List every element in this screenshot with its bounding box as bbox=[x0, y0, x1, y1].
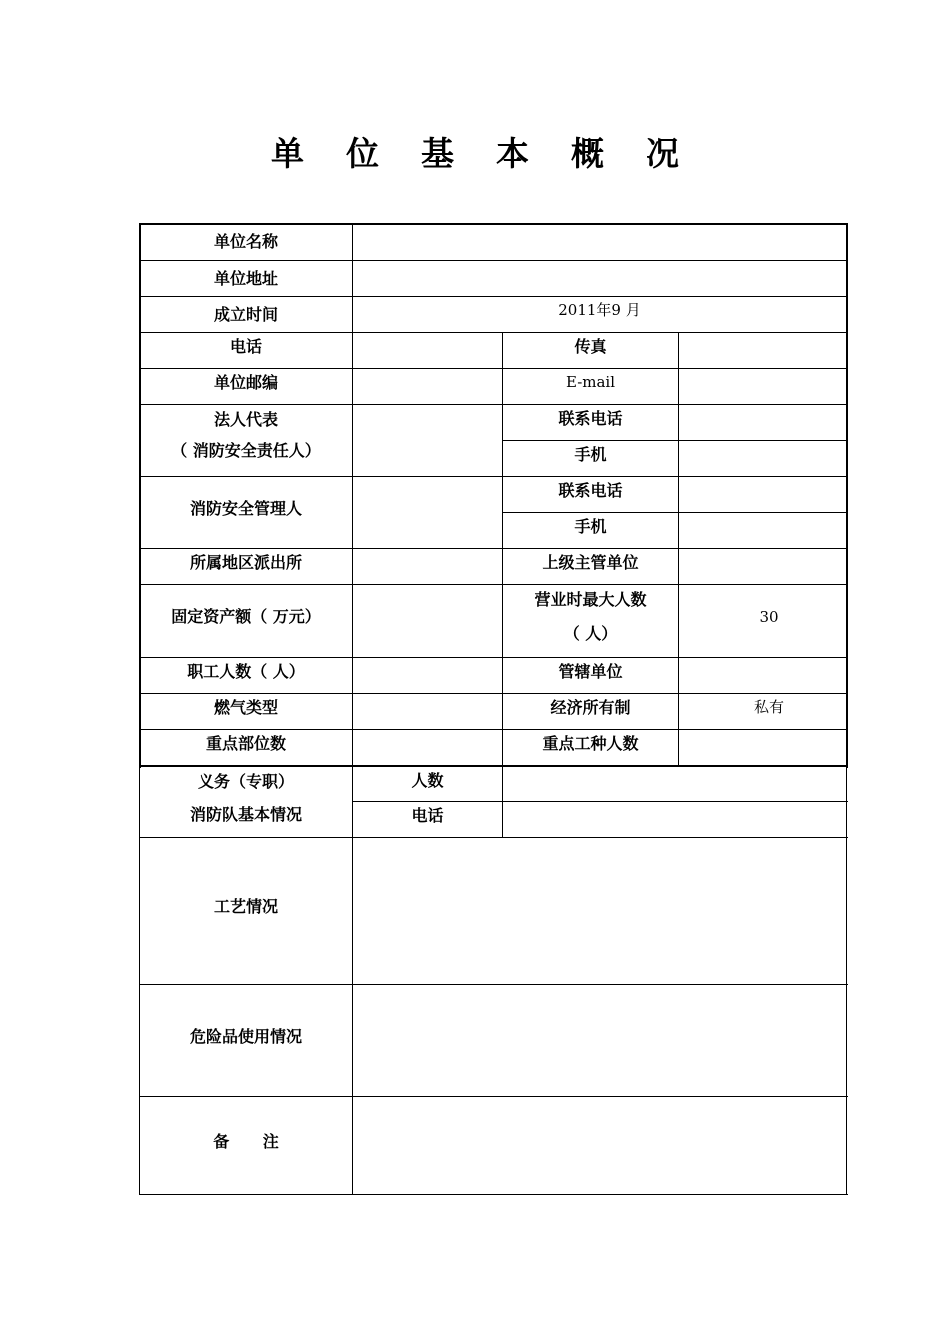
max-people-value[interactable]: 30 bbox=[759, 607, 779, 626]
superior-unit-field[interactable] bbox=[679, 549, 846, 584]
email-field[interactable] bbox=[679, 369, 846, 404]
key-parts-label: 重点部位数 bbox=[205, 733, 286, 753]
staff-count-label: 职工人数（ 人） bbox=[187, 661, 305, 681]
postcode-field[interactable] bbox=[353, 369, 502, 404]
established-value[interactable]: 2011年9 月 bbox=[558, 300, 641, 319]
jurisdiction-label: 管辖单位 bbox=[558, 661, 623, 681]
team-phone-label: 电话 bbox=[411, 806, 444, 825]
max-people-label bbox=[503, 585, 678, 648]
superior-unit-label: 上级主管单位 bbox=[542, 552, 639, 572]
fixed-assets-field[interactable] bbox=[353, 585, 502, 657]
fire-team-label-line1: 义务（专职） bbox=[197, 771, 294, 791]
team-count-field[interactable] bbox=[503, 767, 846, 801]
table-border-bottom bbox=[139, 1194, 848, 1195]
title-char: 本 bbox=[496, 134, 529, 173]
fax-label: 传真 bbox=[574, 336, 607, 356]
contact-phone-label: 联系电话 bbox=[558, 408, 623, 428]
fixed-assets-label: 固定资产额（ 万元） bbox=[171, 607, 321, 626]
process-label: 工艺情况 bbox=[213, 897, 278, 916]
fax-field[interactable] bbox=[679, 333, 846, 368]
ownership-label: 经济所有制 bbox=[550, 697, 631, 717]
hazardous-field[interactable] bbox=[353, 985, 846, 1096]
gas-type-label: 燃气类型 bbox=[213, 697, 278, 717]
phone-label: 电话 bbox=[229, 336, 262, 356]
fire-manager-field[interactable] bbox=[353, 477, 502, 548]
title-char: 位 bbox=[346, 134, 379, 173]
unit-name-label: 单位名称 bbox=[213, 232, 278, 251]
police-station-label: 所属地区派出所 bbox=[189, 552, 302, 572]
process-field[interactable] bbox=[353, 838, 846, 984]
max-people-label-line2: （ 人） bbox=[563, 623, 618, 643]
phone-field[interactable] bbox=[353, 333, 502, 368]
remarks-field[interactable] bbox=[353, 1097, 846, 1194]
hazardous-label: 危险品使用情况 bbox=[189, 1026, 302, 1046]
legal-rep-field[interactable] bbox=[353, 405, 502, 476]
table-border-right bbox=[846, 223, 848, 768]
legal-rep-label bbox=[140, 405, 352, 465]
mobile-field[interactable] bbox=[679, 441, 846, 476]
title-char: 况 bbox=[646, 134, 679, 173]
contact-phone-field[interactable] bbox=[679, 405, 846, 440]
title-char: 单 bbox=[271, 134, 304, 173]
remarks-label: 备 注 bbox=[213, 1131, 279, 1151]
key-workers-label: 重点工种人数 bbox=[542, 733, 639, 753]
ownership-value[interactable]: 私有 bbox=[753, 698, 784, 716]
max-people-label-line1: 营业时最大人数 bbox=[534, 589, 647, 609]
key-workers-field[interactable] bbox=[679, 730, 846, 765]
jurisdiction-field[interactable] bbox=[679, 658, 846, 693]
key-parts-field[interactable] bbox=[353, 730, 502, 765]
title-char: 概 bbox=[571, 134, 604, 173]
gas-type-field[interactable] bbox=[353, 694, 502, 729]
contact-phone-label-2: 联系电话 bbox=[558, 480, 623, 500]
fire-team-label bbox=[140, 767, 352, 829]
legal-rep-label-line2: （ 消防安全责任人） bbox=[171, 440, 321, 460]
contact-phone-field-2[interactable] bbox=[679, 477, 846, 512]
mobile-label-2: 手机 bbox=[574, 516, 607, 536]
police-station-field[interactable] bbox=[353, 549, 502, 584]
staff-count-field[interactable] bbox=[353, 658, 502, 693]
team-phone-field[interactable] bbox=[503, 802, 846, 837]
established-label: 成立时间 bbox=[213, 304, 278, 324]
email-label: E-mail bbox=[565, 373, 616, 391]
unit-address-field[interactable] bbox=[353, 261, 846, 296]
unit-name-field[interactable] bbox=[353, 224, 846, 260]
postcode-label: 单位邮编 bbox=[213, 372, 278, 392]
mobile-field-2[interactable] bbox=[679, 513, 846, 548]
fire-manager-label: 消防安全管理人 bbox=[189, 498, 302, 518]
unit-address-label: 单位地址 bbox=[213, 268, 278, 288]
table-border-right bbox=[846, 765, 847, 1195]
mobile-label: 手机 bbox=[574, 444, 607, 464]
title-char: 基 bbox=[421, 134, 454, 173]
team-count-label: 人数 bbox=[411, 771, 444, 790]
fire-team-label-line2: 消防队基本情况 bbox=[189, 804, 302, 824]
legal-rep-label-line1: 法人代表 bbox=[213, 409, 278, 429]
